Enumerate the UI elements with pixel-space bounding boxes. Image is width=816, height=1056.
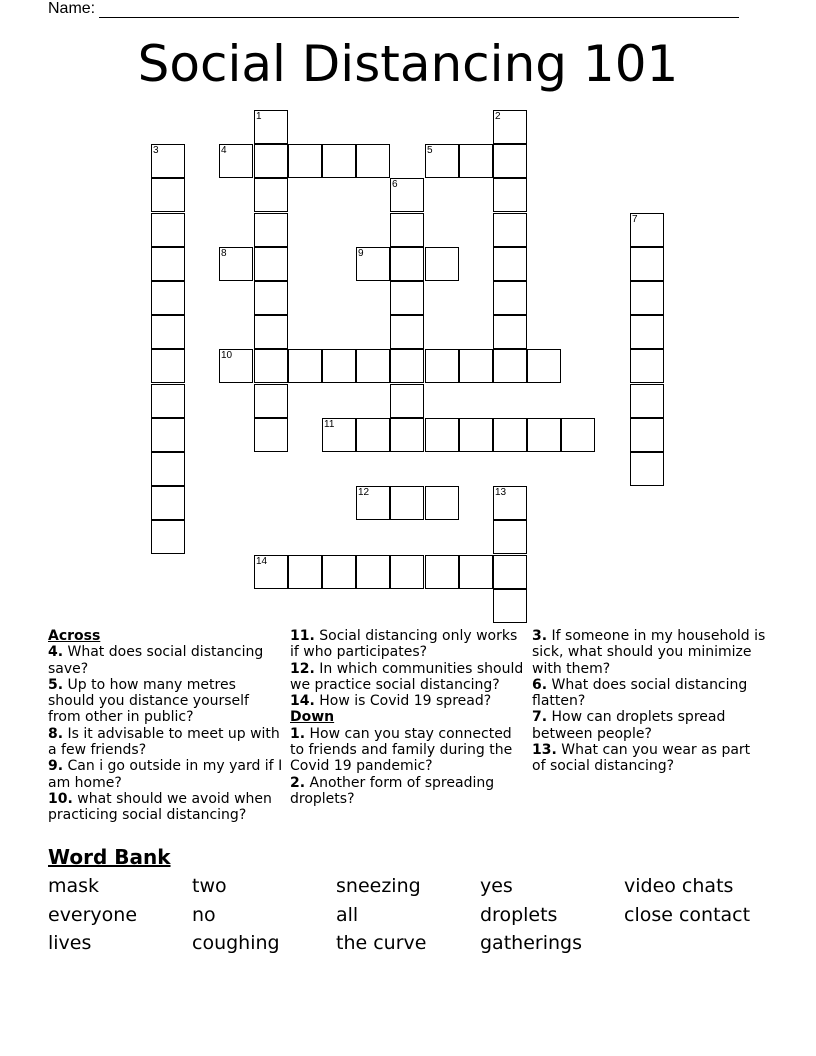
- crossword-cell[interactable]: [459, 349, 493, 383]
- crossword-cell[interactable]: [390, 178, 424, 212]
- crossword-cell[interactable]: [356, 144, 390, 178]
- word-bank-item: yes: [480, 875, 513, 897]
- crossword-cell[interactable]: [151, 315, 185, 349]
- clue-down-13: 13. What can you wear as part of social distancing?: [532, 742, 751, 775]
- crossword-cell[interactable]: [288, 555, 322, 589]
- crossword-cell[interactable]: [390, 247, 424, 281]
- crossword-cell[interactable]: [459, 144, 493, 178]
- crossword-cell[interactable]: [151, 452, 185, 486]
- crossword-cell[interactable]: [425, 418, 459, 452]
- crossword-cell[interactable]: [390, 349, 424, 383]
- word-bank-item: sneezing: [336, 875, 421, 897]
- down-heading: Down: [290, 709, 335, 726]
- crossword-cell[interactable]: [151, 349, 185, 383]
- crossword-cell[interactable]: [630, 281, 664, 315]
- crossword-cell[interactable]: [254, 144, 288, 178]
- crossword-cell[interactable]: [356, 486, 390, 520]
- clue-number: 8: [221, 248, 227, 259]
- word-bank-item: gatherings: [480, 932, 582, 954]
- crossword-cell[interactable]: [493, 213, 527, 247]
- clue-number: 13: [495, 487, 507, 498]
- clues-column-2: [290, 628, 526, 807]
- crossword-cell[interactable]: [425, 349, 459, 383]
- crossword-cell[interactable]: [493, 520, 527, 554]
- crossword-cell[interactable]: [151, 384, 185, 418]
- crossword-cell[interactable]: [390, 315, 424, 349]
- word-bank-item: coughing: [192, 932, 280, 954]
- word-bank-item: close contact: [624, 903, 751, 926]
- crossword-cell[interactable]: [254, 349, 288, 383]
- crossword-cell[interactable]: [322, 418, 356, 452]
- crossword-cell[interactable]: [493, 281, 527, 315]
- clue-number: 5: [427, 145, 433, 156]
- crossword-cell[interactable]: [288, 349, 322, 383]
- clue-across-5: 5. Up to how many metres should you distance yourself from other in public?: [48, 676, 249, 726]
- crossword-cell[interactable]: [561, 418, 595, 452]
- clue-down-1: 1. How can you stay connected to friends and family during the Covid 19 pandemic?: [290, 725, 513, 775]
- clue-number: 4: [221, 145, 227, 156]
- crossword-cell[interactable]: [390, 418, 424, 452]
- clue-number: 14: [256, 556, 268, 567]
- crossword-cell[interactable]: [322, 349, 356, 383]
- clue-number: 1: [256, 111, 262, 122]
- crossword-cell[interactable]: [254, 247, 288, 281]
- crossword-cell[interactable]: [493, 418, 527, 452]
- clue-across-9: 9. Can i go outside in my yard if I am home?: [48, 758, 283, 791]
- crossword-cell[interactable]: [390, 384, 424, 418]
- word-bank-item: two: [192, 875, 227, 897]
- clue-number: 7: [632, 214, 638, 225]
- crossword-cell[interactable]: [459, 555, 493, 589]
- crossword-cell[interactable]: [254, 281, 288, 315]
- crossword-cell[interactable]: [493, 315, 527, 349]
- crossword-cell[interactable]: [390, 486, 424, 520]
- crossword-cell[interactable]: [527, 418, 561, 452]
- word-bank-item: the curve: [336, 932, 427, 954]
- crossword-cell[interactable]: [630, 349, 664, 383]
- crossword-cell[interactable]: [390, 213, 424, 247]
- clue-number: 11: [324, 419, 335, 430]
- crossword-cell[interactable]: [630, 315, 664, 349]
- crossword-cell[interactable]: [151, 247, 185, 281]
- crossword-cell[interactable]: [493, 144, 527, 178]
- clue-down-7: 7. How can droplets spread between people?: [532, 709, 726, 742]
- clue-across-11: 11. Social distancing only works if who participates?: [290, 628, 518, 661]
- crossword-cell[interactable]: [254, 110, 288, 144]
- page-title: Social Distancing 101: [137, 35, 679, 93]
- crossword-cell[interactable]: [219, 349, 253, 383]
- crossword-cell[interactable]: [390, 281, 424, 315]
- word-bank: [48, 874, 808, 960]
- clue-across-14: 14. How is Covid 19 spread?: [290, 693, 492, 710]
- crossword-cell[interactable]: [390, 555, 424, 589]
- crossword-cell[interactable]: [425, 486, 459, 520]
- crossword-cell[interactable]: [288, 144, 322, 178]
- crossword-cell[interactable]: [356, 418, 390, 452]
- word-bank-item: all: [336, 903, 359, 926]
- crossword-cell[interactable]: [322, 555, 356, 589]
- crossword-cell[interactable]: [219, 144, 253, 178]
- word-bank-item: mask: [48, 875, 100, 897]
- clues-column-1: [48, 628, 284, 824]
- crossword-cell[interactable]: [151, 486, 185, 520]
- crossword-cell[interactable]: [493, 247, 527, 281]
- word-bank-item: lives: [48, 932, 92, 954]
- crossword-cell[interactable]: [254, 384, 288, 418]
- clue-down-2: 2. Another form of spreading droplets?: [290, 774, 495, 807]
- crossword-cell[interactable]: [493, 178, 527, 212]
- name-label: Name:: [48, 0, 96, 17]
- across-heading: Across: [48, 628, 101, 644]
- crossword-cell[interactable]: [151, 144, 185, 178]
- crossword-cell[interactable]: [356, 349, 390, 383]
- clue-number: 12: [358, 487, 370, 498]
- crossword-cell[interactable]: [493, 349, 527, 383]
- crossword-cell[interactable]: [425, 144, 459, 178]
- crossword-cell[interactable]: [425, 555, 459, 589]
- crossword-cell[interactable]: [151, 418, 185, 452]
- crossword-cell[interactable]: [356, 555, 390, 589]
- word-bank-item: droplets: [480, 903, 558, 926]
- clue-across-10: 10. what should we avoid when practicing social distancing?: [48, 790, 272, 824]
- crossword-cell[interactable]: [493, 589, 527, 623]
- crossword-cell[interactable]: [151, 178, 185, 212]
- clue-number: 2: [495, 111, 501, 122]
- crossword-cell[interactable]: [630, 384, 664, 418]
- crossword-cell[interactable]: [151, 213, 185, 247]
- clue-number: 10: [221, 350, 233, 361]
- crossword-cell[interactable]: [630, 213, 664, 247]
- crossword-cell[interactable]: [493, 486, 527, 520]
- crossword-cell[interactable]: [493, 555, 527, 589]
- crossword-cell[interactable]: [254, 418, 288, 452]
- crossword-cell[interactable]: [630, 452, 664, 486]
- crossword-cell[interactable]: [254, 178, 288, 212]
- crossword-cell[interactable]: [425, 247, 459, 281]
- crossword-cell[interactable]: [459, 418, 493, 452]
- clue-down-6: 6. What does social distancing flatten?: [532, 676, 748, 710]
- word-bank-item: everyone: [48, 903, 138, 926]
- crossword-cell[interactable]: [630, 418, 664, 452]
- crossword-cell[interactable]: [356, 247, 390, 281]
- clues-column-3: [532, 628, 768, 775]
- word-bank-item: video chats: [624, 875, 734, 897]
- crossword-cell[interactable]: [219, 247, 253, 281]
- crossword-cell[interactable]: [151, 520, 185, 554]
- word-bank-title: Word Bank: [48, 845, 171, 869]
- crossword-cell[interactable]: [254, 315, 288, 349]
- crossword-cell[interactable]: [254, 213, 288, 247]
- crossword-cell[interactable]: [493, 110, 527, 144]
- clue-number: 9: [358, 248, 364, 259]
- crossword-cell[interactable]: [151, 281, 185, 315]
- crossword-cell[interactable]: [527, 349, 561, 383]
- crossword-cell[interactable]: [630, 247, 664, 281]
- crossword-cell[interactable]: [254, 555, 288, 589]
- clue-number: 3: [153, 145, 159, 156]
- clue-across-12: 12. In which communities should we practice social distancing?: [290, 660, 524, 693]
- clue-number: 6: [392, 179, 398, 190]
- clue-across-8: 8. Is it advisable to meet up with a few friends?: [48, 725, 280, 759]
- clue-down-3: 3. If someone in my household is sick, what should you minimize with them?: [532, 628, 766, 677]
- crossword-cell[interactable]: [322, 144, 356, 178]
- clue-across-4: 4. What does social distancing save?: [48, 644, 264, 677]
- word-bank-item: no: [192, 903, 216, 926]
